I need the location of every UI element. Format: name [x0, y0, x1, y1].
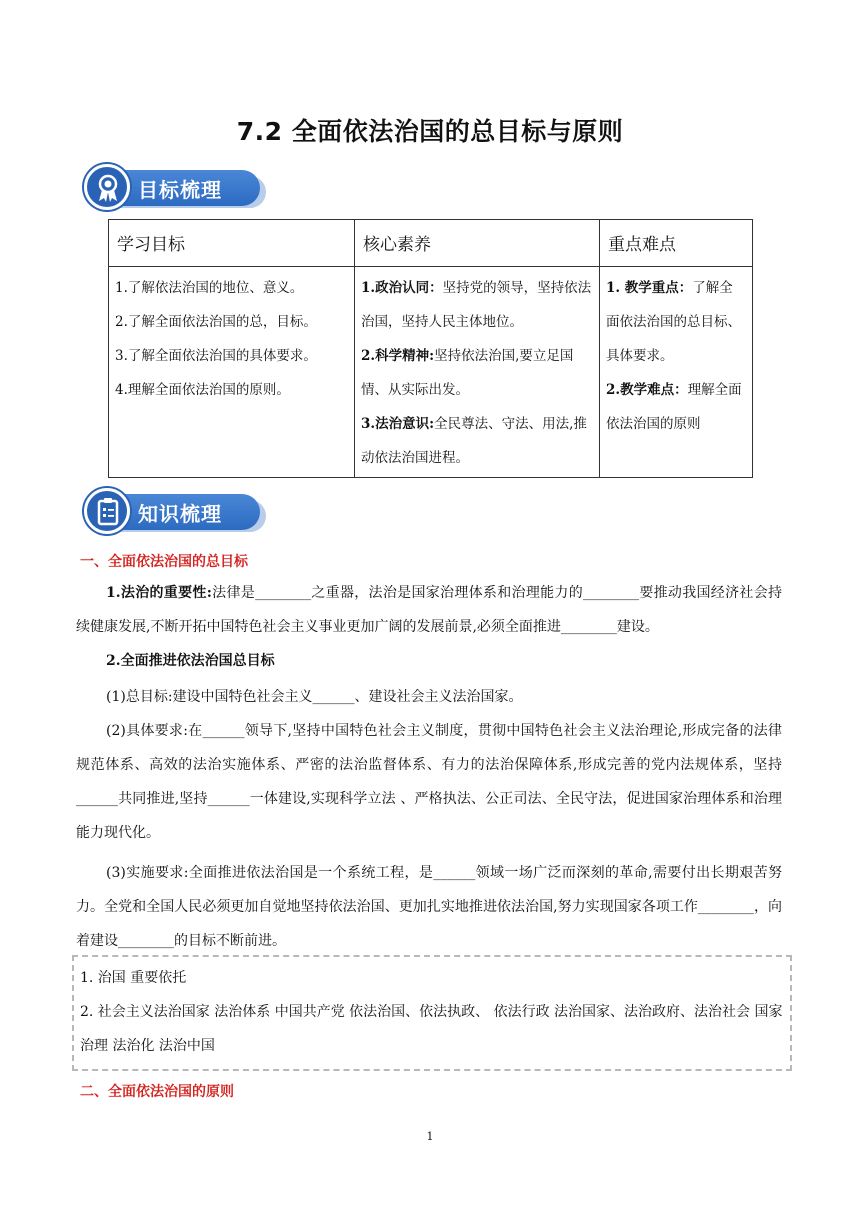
literacy-item: 1.政治认同：坚持党的领导，坚持依法治国，坚持人民主体地位。 [361, 280, 592, 330]
goals-badge [84, 164, 262, 210]
clipboard-icon [84, 488, 130, 534]
award-ribbon-icon [84, 164, 130, 210]
difficulty-item: 1. 教学重点：了解全面依法治国的总目标、具体要求。 [606, 280, 741, 364]
answer-box [72, 955, 792, 1071]
paragraph-rule-of-law-importance: 1.法治的重要性:法律是________之重器，法治是国家治理体系和治理能力的________要推动我国经济社会持续健康发展,不断开拓中国特色社会主义事业更加广阔的发展前景,必须全面推进________建设。 [76, 585, 782, 635]
goal-item: 3.了解全面依法治国的具体要求。 [115, 348, 317, 364]
literacy-item: 3.法治意识:全民尊法、守法、用法,推动依法治国进程。 [361, 416, 587, 466]
goals-table [108, 219, 753, 478]
goal-item: 4.理解全面依法治国的原则。 [115, 382, 290, 398]
header-key-difficulties: 重点难点 [600, 220, 753, 267]
section-heading-goal: 一、全面依法治国的总目标 [80, 554, 248, 570]
goals-badge-label: 目标梳理 [138, 178, 222, 202]
answer-line-1: 1. 治国 重要依托 [80, 970, 187, 986]
goal-item: 2.了解全面依法治国的总，目标。 [115, 314, 317, 330]
answer-line-2: 2. 社会主义法治国家 法治体系 中国共产党 依法治国、依法执政、 依法行政 法治国家、法治政府、法治社会 国家治理 法治化 法治中国 [80, 1004, 783, 1054]
header-learning-goals: 学习目标 [109, 220, 355, 267]
knowledge-badge [84, 488, 262, 534]
paragraph-implementation-requirements: (3)实施要求:全面推进依法治国是一个系统工程，是______领域一场广泛而深刻的革命,需要付出长期艰苦努力。全党和全国人民必须更加自觉地坚持依法治国、更加扎实地推进依法治国,努力实现国家各项工作________，向着建设________的目标不断前进。 [76, 865, 782, 949]
goal-item: 1.了解依法治国的地位、意义。 [115, 280, 304, 296]
difficulty-item: 2.教学难点：理解全面依法治国的原则 [606, 382, 742, 432]
section-heading-principles: 二、全面依法治国的原则 [80, 1084, 234, 1100]
key-difficulties-cell [600, 267, 753, 478]
paragraph-specific-requirements: (2)具体要求:在______领导下,坚持中国特色社会主义制度，贯彻中国特色社会主义法治理论,形成完备的法律规范体系、高效的法治实施体系、严密的法治监督体系、有力的法治保障体系,形成完善的党内法规体系，坚持______共同推进,坚持______一体建设,实现科学立法 、严格执法、公正司法、全民守法，促进国家治理体系和治理能力现代化。 [76, 723, 782, 841]
paragraph-overall-goal-heading: 2.全面推进依法治国总目标 [106, 653, 275, 669]
core-literacy-cell [355, 267, 600, 478]
page-title: 7.2 全面依法治国的总目标与原则 [236, 117, 624, 146]
literacy-item: 2.科学精神:坚持依法治国,要立足国情、从实际出发。 [361, 348, 574, 398]
page-number: 1 [426, 1130, 434, 1143]
learning-goals-cell [109, 267, 355, 478]
header-core-literacy: 核心素养 [355, 220, 600, 267]
knowledge-badge-label: 知识梳理 [138, 502, 222, 526]
paragraph-overall-goal: (1)总目标:建设中国特色社会主义______、建设社会主义法治国家。 [106, 689, 523, 705]
